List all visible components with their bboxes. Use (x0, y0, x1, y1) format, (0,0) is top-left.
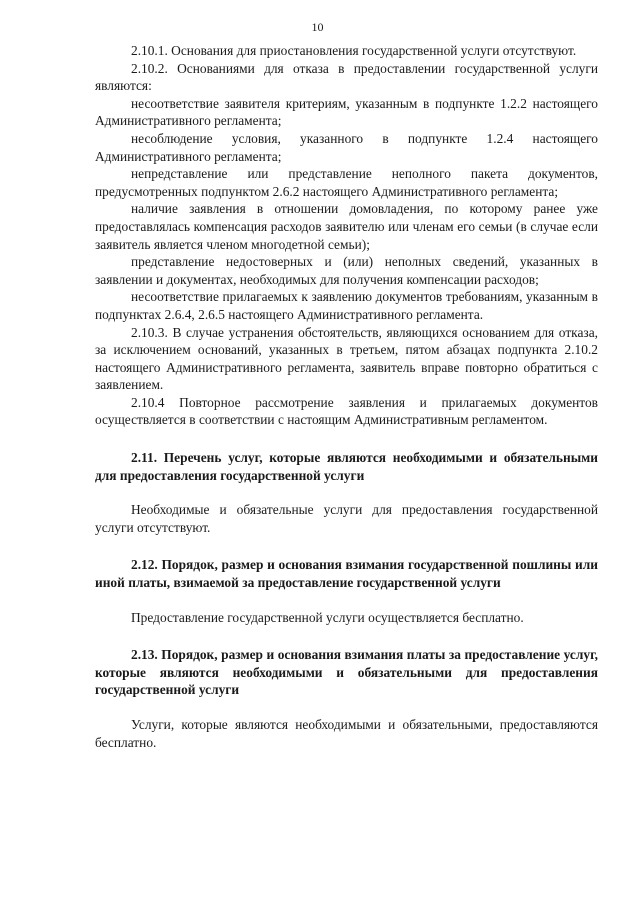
paragraph-2-13: Услуги, которые являются необходимыми и обязательными, предоставляются бесплатно. (95, 717, 598, 750)
document-body (95, 42, 598, 751)
refusal-reason-criteria: несоответствие заявителя критериям, указанным в подпункте 1.2.2 настоящего Административного регламента; (95, 95, 598, 129)
section-heading-2-13: 2.13. Порядок, размер и основания взимания платы за предоставление услуг, которые являются необходимыми и обязательными для предоставления государственной услуги (95, 647, 598, 698)
refusal-reason-prior-compensation: наличие заявления в отношении домовладения, по которому ранее уже предоставлялась компенсация расходов заявителю или членам его семьи (в случае если заявитель является членом многодетной семьи); (95, 201, 598, 252)
paragraph-2-10-4: 2.10.4 Повторное рассмотрение заявления и прилагаемых документов осуществляется в соответствии с настоящим Административным регламентом. (95, 394, 598, 428)
page-number: 10 (311, 20, 324, 34)
paragraph-2-11: Необходимые и обязательные услуги для предоставления государственной услуги отсутствуют. (95, 502, 598, 535)
refusal-reason-documents: непредставление или представление неполного пакета документов, предусмотренных подпунктом 2.6.2 настоящего Административного регламента; (95, 166, 598, 199)
paragraph-2-10-2: 2.10.2. Основаниями для отказа в предоставлении государственной услуги являются: (95, 60, 598, 94)
paragraph-2-10-3: 2.10.3. В случае устранения обстоятельств, являющихся основанием для отказа, за исключением оснований, указанных в третьем, пятом абзацах подпункта 2.10.2 настоящего Административного регламента, заявитель вправе повторно обратиться с заявлением. (95, 324, 598, 393)
refusal-reason-condition: несоблюдение условия, указанного в подпункте 1.2.4 настоящего Административного регламента; (95, 130, 598, 164)
refusal-reason-nonconforming-documents: несоответствие прилагаемых к заявлению документов требованиям, указанным в подпунктах 2.6.4, 2.6.5 настоящего Административного регламента. (95, 289, 598, 322)
paragraph-2-10-1: 2.10.1. Основания для приостановления государственной услуги отсутствуют. (131, 43, 577, 58)
section-heading-2-12: 2.12. Порядок, размер и основания взимания государственной пошлины или иной платы, взимаемой за предоставление государственной услуги (95, 557, 598, 591)
refusal-reason-false-info: представление недостоверных и (или) неполных сведений, указанных в заявлении и документах, необходимых для получения компенсации расходов; (95, 254, 598, 287)
section-heading-2-11: 2.11. Перечень услуг, которые являются необходимыми и обязательными для предоставления государственной услуги (95, 450, 598, 483)
paragraph-2-12: Предоставление государственной услуги осуществляется бесплатно. (131, 609, 524, 625)
